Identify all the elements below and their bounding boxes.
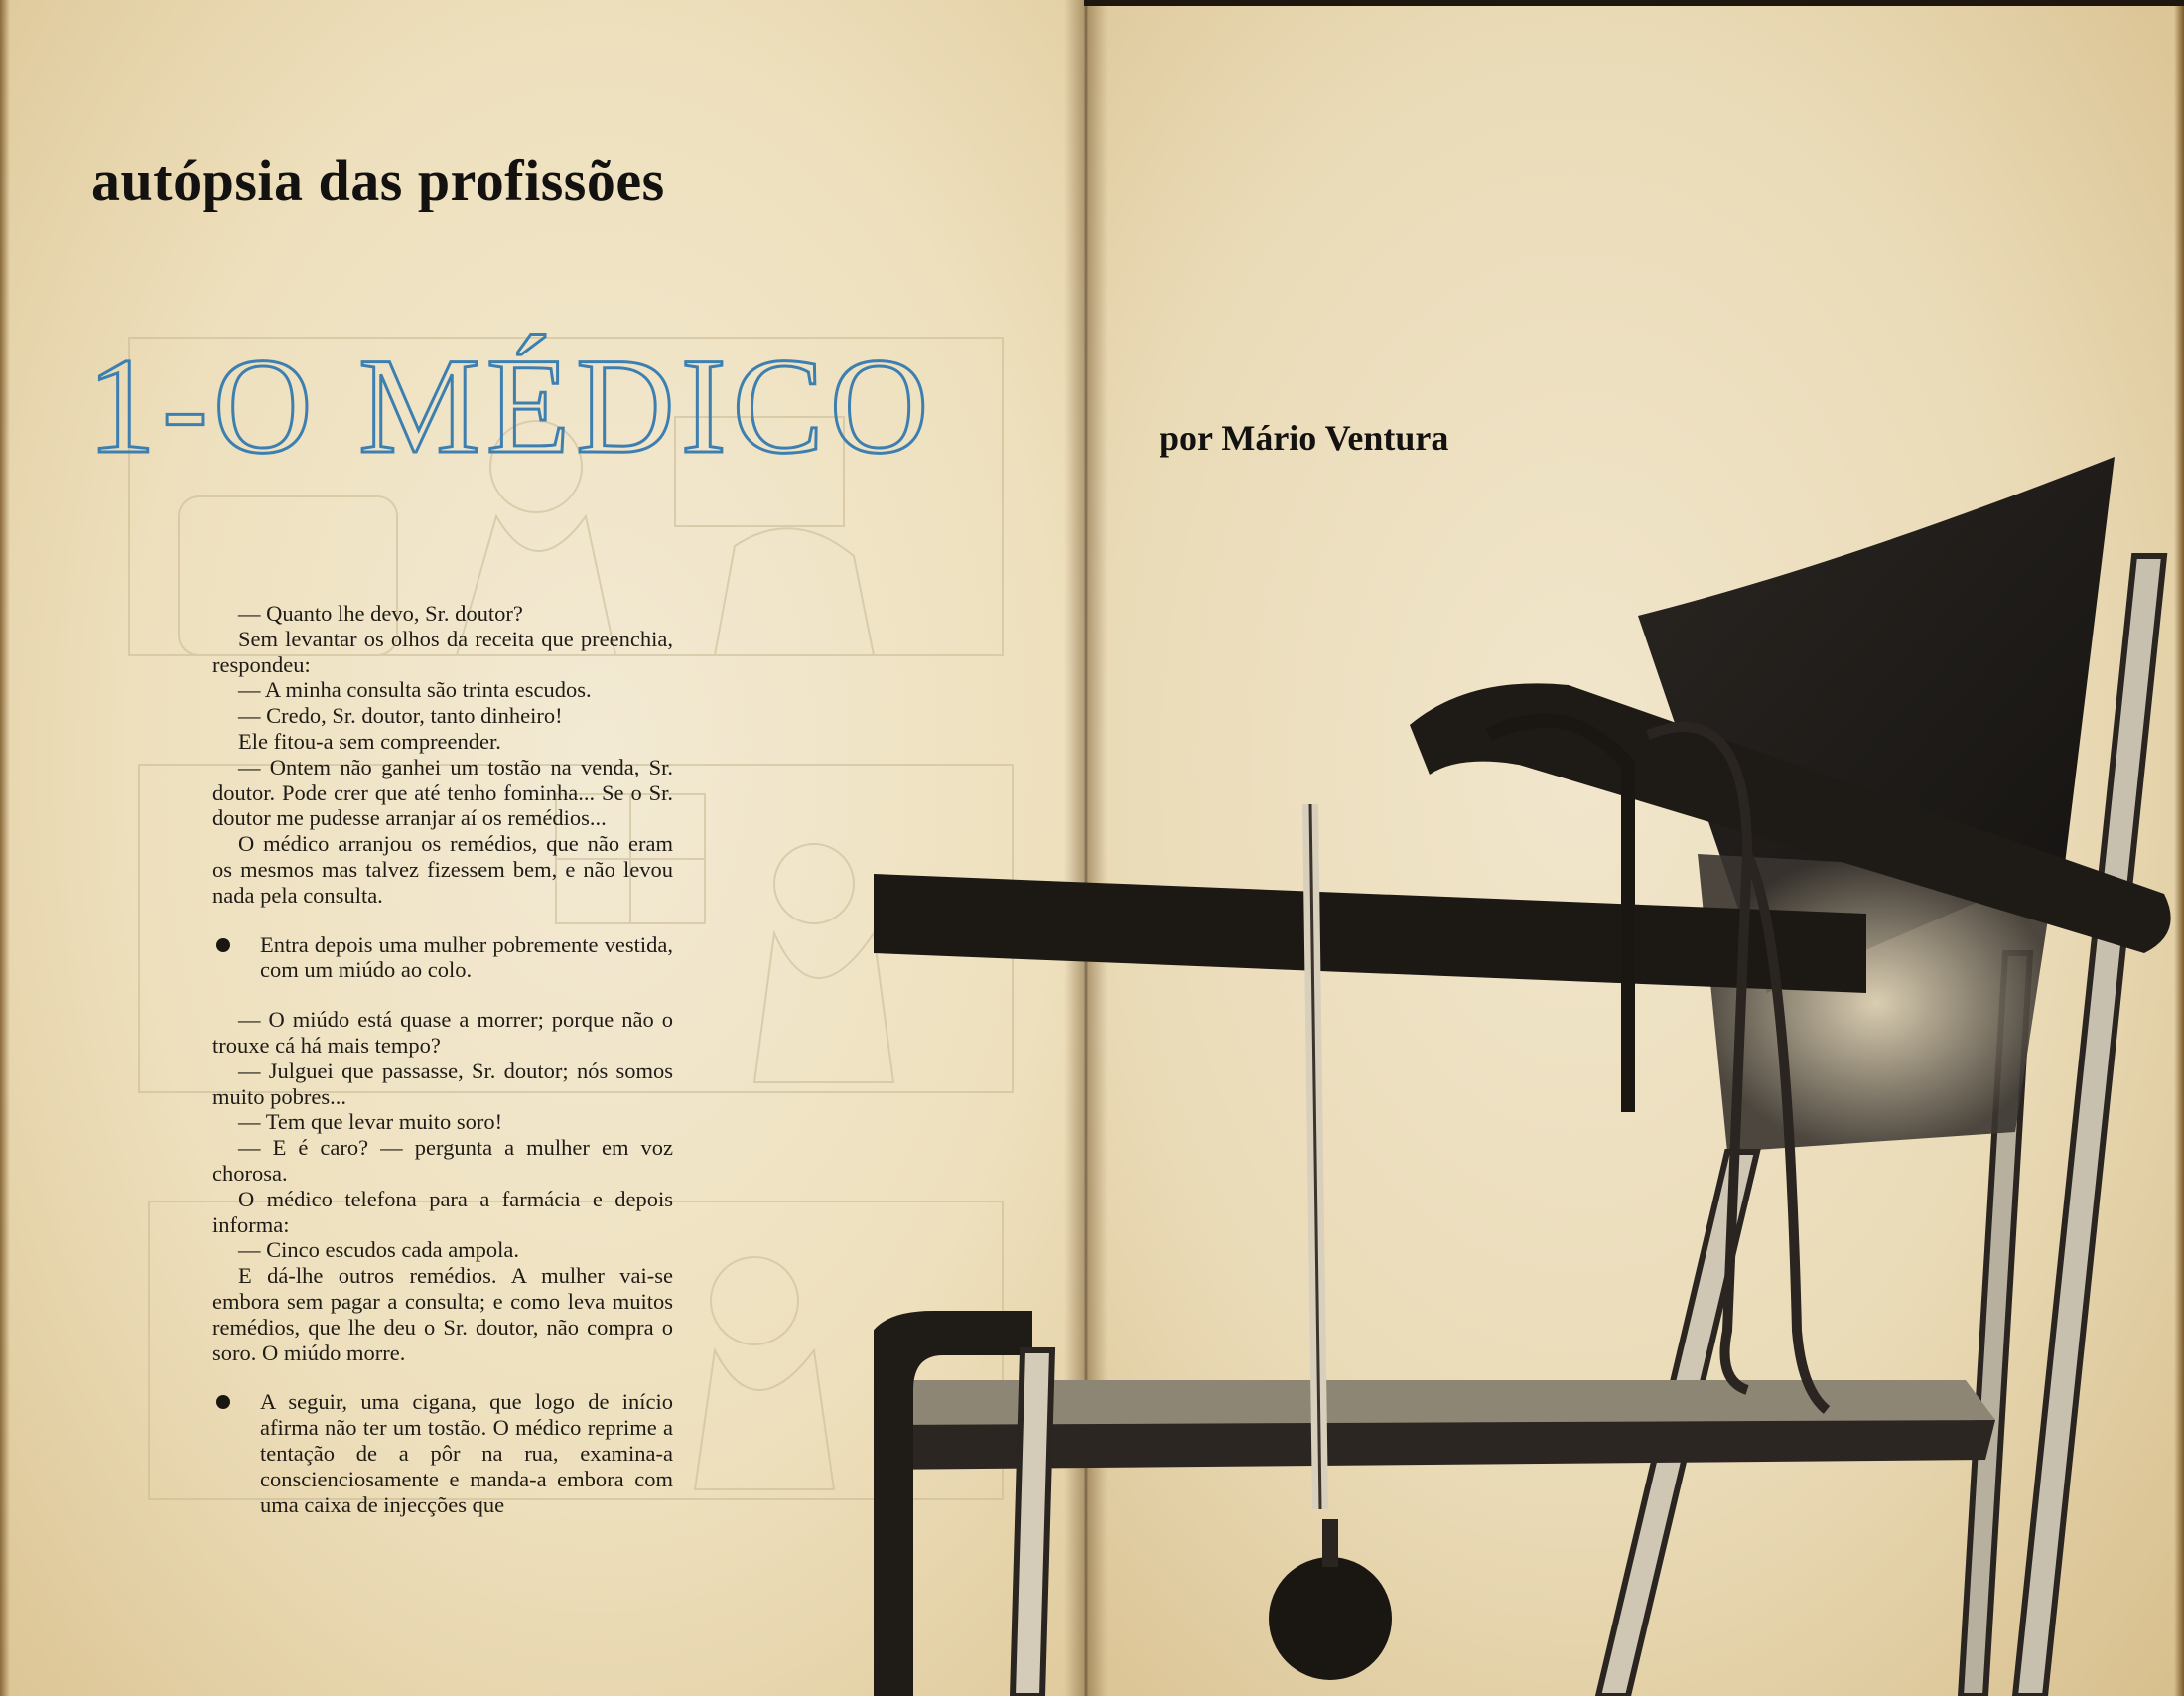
article-paragraph: — A minha consulta são trinta escudos.	[238, 677, 592, 703]
page-edge	[0, 0, 10, 1696]
article-paragraph: Ele fitou-a sem compreender.	[238, 728, 501, 754]
bullet-text: A seguir, uma cigana, que logo de início afirma não ter um tostão. O médico reprime a tentação de a pôr na rua, examina-a conscienciosamente e manda-a embora com uma caixa de injecções que	[260, 1389, 673, 1517]
chair-left-frame	[874, 1311, 1032, 1696]
stethoscope-chestpiece-icon	[1269, 1557, 1392, 1680]
page-edge	[1084, 0, 2184, 6]
paragraph-gap	[212, 983, 673, 1007]
bullet-dot-icon	[216, 938, 230, 952]
paragraph-gap	[212, 1365, 673, 1389]
article-paragraph: — Credo, Sr. doutor, tanto dinheiro!	[238, 703, 563, 729]
article-body	[212, 601, 673, 1517]
bullet-text: Entra depois uma mulher pobremente vestida, com um miúdo ao colo.	[260, 931, 673, 983]
section-kicker: autópsia das profissões	[91, 148, 665, 212]
article-paragraph: O médico telefona para a farmácia e depois informa:	[212, 1186, 673, 1237]
article-paragraph: — Julguei que passasse, Sr. doutor; nós somos muito pobres...	[212, 1058, 673, 1109]
article-paragraph: Sem levantar os olhos da receita que preenchia, respondeu:	[212, 626, 673, 677]
bullet-paragraph	[212, 932, 673, 984]
chair-left-leg	[1013, 1350, 1052, 1696]
article-paragraph: — Cinco escudos cada ampola.	[238, 1237, 520, 1263]
article-paragraph: E dá-lhe outros remédios. A mulher vai-se embora sem pagar a consulta; e como leva muitos remédios, que lhe deu o Sr. doutor, não compra o soro. O miúdo morre.	[212, 1263, 673, 1365]
chair-stethoscope-photo	[874, 437, 2184, 1696]
bullet-paragraph	[212, 1389, 673, 1517]
article-paragraph: — Ontem não ganhei um tostão na venda, Sr. doutor. Pode crer que até tenho fominha... Se o Sr. doutor me pudesse arranjar aí os remédios...	[212, 754, 673, 831]
article-paragraph: — Quanto lhe devo, Sr. doutor?	[238, 601, 523, 626]
paragraph-gap	[212, 909, 673, 932]
bullet-dot-icon	[216, 1395, 230, 1409]
article-paragraph: — O miúdo está quase a morrer; porque não o trouxe cá há mais tempo?	[212, 1007, 673, 1058]
article-paragraph: O médico arranjou os remédios, que não eram os mesmos mas talvez fizessem bem, e não levou nada pela consulta.	[212, 831, 673, 908]
stethoscope-stem	[1322, 1519, 1338, 1567]
article-paragraph: — E é caro? — pergunta a mulher em voz chorosa.	[212, 1135, 673, 1186]
article-paragraph: — Tem que levar muito soro!	[238, 1109, 503, 1135]
author-byline: por Mário Ventura	[1160, 418, 1449, 458]
article-headline: 1-O MÉDICO	[87, 330, 935, 482]
